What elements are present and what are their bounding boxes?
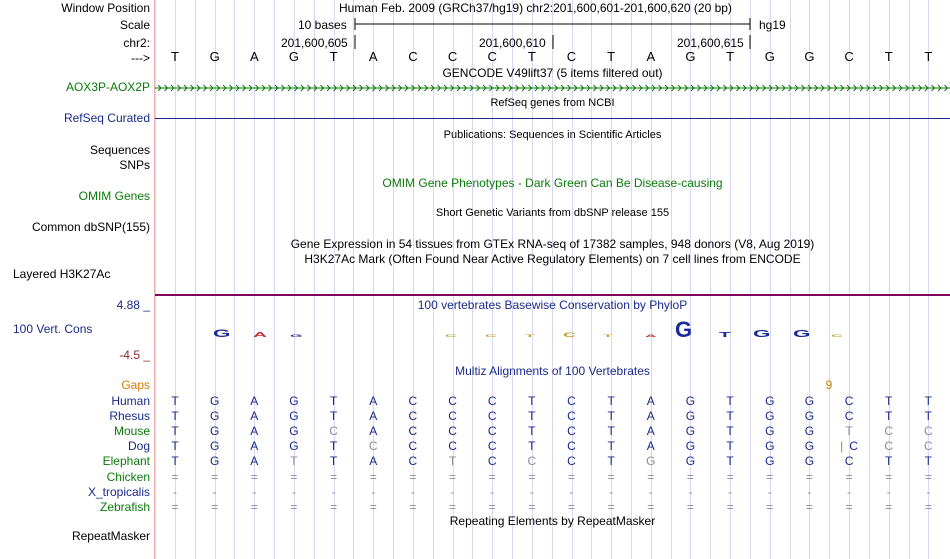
reference-base: C bbox=[408, 49, 418, 64]
aligned-base: - bbox=[609, 484, 614, 499]
reference-base: T bbox=[726, 49, 735, 64]
aligned-base: = bbox=[885, 499, 893, 514]
aligned-base: T bbox=[607, 439, 615, 454]
aligned-base: T bbox=[885, 454, 893, 469]
aligned-base: C bbox=[408, 394, 418, 408]
species-label[interactable]: Human bbox=[111, 394, 150, 408]
aligned-base: - bbox=[728, 484, 733, 499]
aligned-base: C bbox=[844, 394, 854, 408]
aligned-base: G bbox=[289, 424, 299, 439]
reference-base: T bbox=[329, 49, 338, 64]
aligned-base: = bbox=[211, 499, 219, 514]
aligned-base: T bbox=[924, 394, 933, 408]
reference-base: T bbox=[924, 49, 933, 64]
aligned-base: - bbox=[490, 484, 495, 499]
aligned-base: - bbox=[767, 484, 772, 499]
aligned-base: = bbox=[250, 469, 258, 484]
layered-h3k27ac-label[interactable]: Layered H3K27Ac bbox=[13, 267, 111, 281]
aligned-base: T bbox=[528, 394, 536, 408]
aox-gene-model[interactable] bbox=[155, 83, 950, 93]
aligned-base: T bbox=[726, 409, 734, 424]
aligned-base: G bbox=[685, 394, 696, 408]
aligned-base: A bbox=[369, 454, 378, 469]
aligned-base: - bbox=[450, 484, 455, 499]
svg-text:C: C bbox=[563, 331, 576, 339]
aligned-base: A bbox=[250, 424, 259, 439]
aligned-base: = bbox=[449, 499, 457, 514]
snps-label[interactable]: SNPs bbox=[119, 158, 150, 172]
aligned-base: - bbox=[926, 484, 931, 499]
aligned-base: T bbox=[528, 424, 536, 439]
aligned-base: A bbox=[369, 394, 378, 408]
aligned-base: - bbox=[847, 484, 852, 499]
aligned-base: = bbox=[250, 499, 258, 514]
aligned-base: = bbox=[369, 499, 377, 514]
aligned-base: = bbox=[171, 469, 179, 484]
aligned-base: G bbox=[209, 409, 220, 424]
aligned-base: C bbox=[924, 439, 933, 454]
aligned-base: A bbox=[250, 394, 259, 408]
aligned-base: T bbox=[329, 454, 338, 469]
aligned-base: = bbox=[726, 499, 734, 514]
aligned-base: G bbox=[804, 454, 815, 469]
aligned-base: = bbox=[647, 499, 655, 514]
aligned-base: G bbox=[209, 424, 220, 439]
svg-text:T: T bbox=[525, 334, 535, 338]
aligned-base: G bbox=[209, 394, 220, 408]
svg-text:T: T bbox=[603, 334, 613, 338]
svg-text:G: G bbox=[290, 333, 303, 339]
position-label-3: 201,600,615 bbox=[677, 36, 744, 50]
sequences-label[interactable]: Sequences bbox=[89, 143, 150, 157]
scale-label[interactable]: Scale bbox=[119, 18, 150, 32]
position-label-1: 201,600,605 bbox=[281, 36, 348, 50]
aligned-base: C bbox=[408, 454, 418, 469]
aligned-base: G bbox=[685, 424, 696, 439]
aligned-base: = bbox=[766, 469, 774, 484]
reference-base: A bbox=[368, 49, 378, 64]
aligned-base: = bbox=[409, 499, 417, 514]
species-label[interactable]: Zebrafish bbox=[99, 499, 150, 514]
reference-base: T bbox=[884, 49, 893, 64]
aligned-base: T bbox=[528, 409, 536, 424]
aligned-base: T bbox=[607, 454, 615, 469]
aligned-base: = bbox=[647, 469, 655, 484]
aligned-base: C bbox=[567, 394, 576, 408]
aligned-base: C bbox=[567, 424, 576, 439]
reference-base: T bbox=[607, 49, 616, 64]
aligned-base: G bbox=[209, 454, 220, 469]
reference-base: C bbox=[487, 49, 497, 64]
chr-label[interactable]: chr2: bbox=[123, 36, 150, 50]
aligned-base: = bbox=[330, 469, 338, 484]
svg-text:C: C bbox=[831, 334, 843, 338]
repeatmasker-track-title: Repeating Elements by RepeatMasker bbox=[449, 514, 656, 528]
aligned-base: | C bbox=[840, 439, 858, 454]
refseq-track-title: RefSeq genes from NCBI bbox=[490, 97, 615, 109]
aligned-base: C bbox=[408, 409, 418, 424]
svg-text:G: G bbox=[675, 317, 693, 342]
reference-base: C bbox=[566, 49, 577, 64]
omim-track-title: OMIM Gene Phenotypes - Dark Green Can Be Disease-causing bbox=[382, 176, 723, 190]
aligned-base: G bbox=[289, 409, 299, 424]
aligned-base: = bbox=[488, 469, 496, 484]
reference-base: G bbox=[209, 49, 220, 64]
aligned-base: A bbox=[646, 409, 655, 424]
track-label-column bbox=[0, 0, 154, 559]
aligned-base: C bbox=[924, 424, 933, 439]
aligned-base: C bbox=[448, 394, 457, 408]
species-label[interactable]: Chicken bbox=[106, 469, 150, 484]
aligned-base: A bbox=[369, 409, 378, 424]
aligned-base: T bbox=[607, 394, 615, 408]
aligned-base: T bbox=[726, 394, 734, 408]
aligned-base: = bbox=[567, 469, 576, 484]
aligned-base: = bbox=[924, 469, 932, 484]
aligned-base: A bbox=[646, 424, 655, 439]
aligned-base: - bbox=[291, 484, 296, 499]
reference-base: T bbox=[171, 49, 179, 64]
aligned-base: C bbox=[567, 409, 576, 424]
aligned-base: C bbox=[487, 439, 497, 454]
aligned-base: G bbox=[765, 424, 775, 439]
aligned-base: T bbox=[329, 394, 338, 408]
aox-gene-label[interactable]: AOX3P-AOX2P bbox=[65, 80, 150, 94]
aligned-base: C bbox=[884, 424, 894, 439]
aligned-base: T bbox=[171, 454, 179, 469]
refseq-gene-line[interactable] bbox=[155, 118, 950, 119]
aligned-base: G bbox=[804, 394, 815, 408]
aligned-base: T bbox=[329, 439, 338, 454]
aligned-base: = bbox=[805, 469, 813, 484]
aligned-base: = bbox=[528, 469, 536, 484]
aligned-base: G bbox=[765, 454, 775, 469]
aligned-base: - bbox=[173, 484, 177, 499]
aligned-base: = bbox=[211, 469, 219, 484]
aligned-base: G bbox=[685, 454, 696, 469]
aligned-base: C bbox=[408, 439, 418, 454]
svg-text:T: T bbox=[719, 331, 731, 339]
aligned-base: T bbox=[171, 439, 179, 454]
svg-text:C: C bbox=[445, 334, 457, 338]
aligned-base: T bbox=[845, 424, 853, 439]
aligned-base: G bbox=[765, 439, 775, 454]
assembly-label: hg19 bbox=[759, 18, 786, 32]
common-dbsnp-label[interactable]: Common dbSNP(155) bbox=[31, 220, 150, 234]
aligned-base: = bbox=[330, 499, 338, 514]
aligned-base: = bbox=[567, 499, 576, 514]
reference-base: T bbox=[527, 49, 536, 64]
aligned-base: T bbox=[607, 409, 615, 424]
aligned-base: - bbox=[371, 484, 376, 499]
aligned-base: T bbox=[924, 409, 933, 424]
aligned-base: C bbox=[487, 454, 497, 469]
aligned-base: T bbox=[885, 409, 893, 424]
aligned-base: = bbox=[686, 499, 694, 514]
h3k27ac-track-title: H3K27Ac Mark (Often Found Near Active Regulatory Elements) on 7 cell lines from ENCODE bbox=[304, 252, 801, 266]
position-label-2: 201,600,610 bbox=[479, 36, 546, 50]
svg-text:A: A bbox=[645, 334, 657, 338]
aligned-base: T bbox=[448, 454, 457, 469]
aligned-base: C bbox=[448, 409, 457, 424]
aligned-base: T bbox=[329, 409, 338, 424]
svg-text:A: A bbox=[253, 331, 267, 339]
gap-count: 9 bbox=[825, 378, 833, 392]
svg-text:G: G bbox=[213, 326, 231, 340]
reference-base: G bbox=[288, 49, 299, 64]
aligned-base: C bbox=[567, 439, 576, 454]
aligned-base: G bbox=[804, 409, 815, 424]
aligned-base: A bbox=[646, 394, 655, 408]
aligned-base: = bbox=[409, 469, 417, 484]
species-label[interactable]: Dog bbox=[127, 439, 150, 454]
aligned-base: A bbox=[250, 409, 259, 424]
aligned-base: A bbox=[646, 439, 655, 454]
svg-text:C: C bbox=[485, 334, 497, 338]
aligned-base: - bbox=[648, 484, 653, 499]
reference-base: G bbox=[764, 49, 775, 64]
aligned-base: T bbox=[924, 454, 933, 469]
aligned-base: C bbox=[487, 394, 497, 408]
aligned-base: = bbox=[290, 499, 298, 514]
aligned-base: = bbox=[528, 499, 536, 514]
aligned-base: G bbox=[765, 409, 775, 424]
aligned-base: G bbox=[685, 409, 696, 424]
aligned-base: C bbox=[567, 454, 576, 469]
svg-text:G: G bbox=[793, 327, 811, 340]
aligned-base: - bbox=[529, 484, 534, 499]
aligned-base: A bbox=[250, 439, 259, 454]
track-image-area[interactable] bbox=[155, 0, 950, 559]
aligned-base: T bbox=[171, 424, 179, 439]
aligned-base: C bbox=[884, 439, 894, 454]
refseq-curated-label[interactable]: RefSeq Curated bbox=[63, 111, 150, 125]
aligned-base: T bbox=[528, 439, 536, 454]
aligned-base: = bbox=[885, 469, 893, 484]
svg-text:G: G bbox=[753, 327, 771, 340]
aligned-base: = bbox=[924, 499, 932, 514]
reference-base: A bbox=[249, 49, 259, 64]
aligned-base: T bbox=[726, 454, 734, 469]
aligned-base: T bbox=[726, 439, 734, 454]
aligned-base: C bbox=[368, 439, 378, 454]
aligned-base: G bbox=[646, 454, 656, 469]
aligned-base: T bbox=[290, 454, 298, 469]
h3k27ac-signal-line[interactable] bbox=[155, 294, 950, 296]
species-label[interactable]: Elephant bbox=[102, 454, 150, 469]
aligned-base: C bbox=[487, 409, 497, 424]
species-label[interactable]: X_tropicalis bbox=[87, 484, 150, 499]
aligned-base: C bbox=[448, 424, 457, 439]
aligned-base: = bbox=[805, 499, 813, 514]
multiz-track-title: Multiz Alignments of 100 Vertebrates bbox=[455, 364, 650, 378]
aligned-base: C bbox=[408, 424, 418, 439]
aligned-base: - bbox=[410, 484, 415, 499]
aligned-base: = bbox=[845, 469, 853, 484]
aligned-base: = bbox=[488, 499, 496, 514]
aligned-base: = bbox=[726, 469, 734, 484]
aligned-base: G bbox=[209, 439, 220, 454]
aligned-base: - bbox=[252, 484, 257, 499]
aligned-base: - bbox=[212, 484, 217, 499]
aligned-base: G bbox=[804, 424, 815, 439]
aligned-base: = bbox=[766, 499, 774, 514]
aligned-base: = bbox=[845, 499, 853, 514]
scale-bar-label: 10 bases bbox=[298, 18, 347, 32]
aligned-base: = bbox=[449, 469, 457, 484]
reference-base: G bbox=[804, 49, 815, 64]
aligned-base: - bbox=[569, 484, 574, 499]
gencode-track-title: GENCODE V49lift37 (5 items filtered out) bbox=[442, 66, 663, 80]
aligned-base: A bbox=[369, 424, 378, 439]
aligned-base: A bbox=[250, 454, 259, 469]
aligned-base: T bbox=[171, 409, 179, 424]
aligned-base: - bbox=[331, 484, 336, 499]
species-label[interactable]: Mouse bbox=[113, 424, 150, 439]
aligned-base: T bbox=[726, 424, 734, 439]
aligned-base: C bbox=[844, 409, 854, 424]
aligned-base: - bbox=[886, 484, 891, 499]
aligned-base: - bbox=[688, 484, 693, 499]
assembly-title: Human Feb. 2009 (GRCh37/hg19) chr2:201,600,601-201,600,620 (20 bp) bbox=[339, 1, 732, 15]
aligned-base: T bbox=[607, 424, 615, 439]
species-label[interactable]: Rhesus bbox=[109, 409, 150, 424]
aligned-base: = bbox=[290, 469, 298, 484]
aligned-base: C bbox=[844, 454, 854, 469]
aligned-base: T bbox=[171, 394, 179, 408]
phylop-track-title: 100 vertebrates Basewise Conservation by PhyloP bbox=[417, 298, 688, 312]
publications-track-title: Publications: Sequences in Scientific Articles bbox=[443, 129, 662, 141]
aligned-base: G bbox=[289, 439, 299, 454]
gtex-track-title: Gene Expression in 54 tissues from GTEx RNA-seq of 17382 samples, 948 donors (V8, Aug 2019) bbox=[290, 237, 815, 251]
reference-base: A bbox=[646, 49, 656, 64]
aligned-base: C bbox=[448, 439, 457, 454]
vert-cons-label[interactable]: 100 Vert. Cons bbox=[13, 322, 93, 336]
aligned-base: G bbox=[765, 394, 775, 408]
aligned-base: = bbox=[607, 499, 615, 514]
aligned-base: - bbox=[807, 484, 812, 499]
phylop-logo[interactable] bbox=[155, 310, 950, 360]
aligned-base: G bbox=[289, 394, 299, 408]
reference-base: C bbox=[447, 49, 458, 64]
aligned-base: = bbox=[607, 469, 615, 484]
gaps-label: Gaps bbox=[121, 378, 150, 392]
omim-genes-label[interactable]: OMIM Genes bbox=[78, 189, 150, 203]
window-position-label[interactable]: Window Position bbox=[61, 1, 150, 15]
aligned-base: = bbox=[686, 469, 694, 484]
reference-base: C bbox=[844, 49, 854, 64]
aligned-base: = bbox=[369, 469, 377, 484]
repeatmasker-label[interactable]: RepeatMasker bbox=[71, 529, 150, 543]
aligned-base: G bbox=[804, 439, 815, 454]
reference-base: G bbox=[685, 49, 696, 64]
aligned-base: G bbox=[685, 439, 696, 454]
conservation-max-label: 4.88 _ bbox=[116, 298, 150, 312]
dbsnp-track-title: Short Genetic Variants from dbSNP release 155 bbox=[435, 207, 670, 219]
strand-arrow-label[interactable]: ---> bbox=[131, 51, 150, 65]
aligned-base: C bbox=[329, 424, 338, 439]
aligned-base: C bbox=[487, 424, 497, 439]
aligned-base: C bbox=[527, 454, 537, 469]
conservation-min-label: -4.5 _ bbox=[119, 348, 150, 362]
aligned-base: T bbox=[885, 394, 893, 408]
aligned-base: = bbox=[171, 499, 179, 514]
